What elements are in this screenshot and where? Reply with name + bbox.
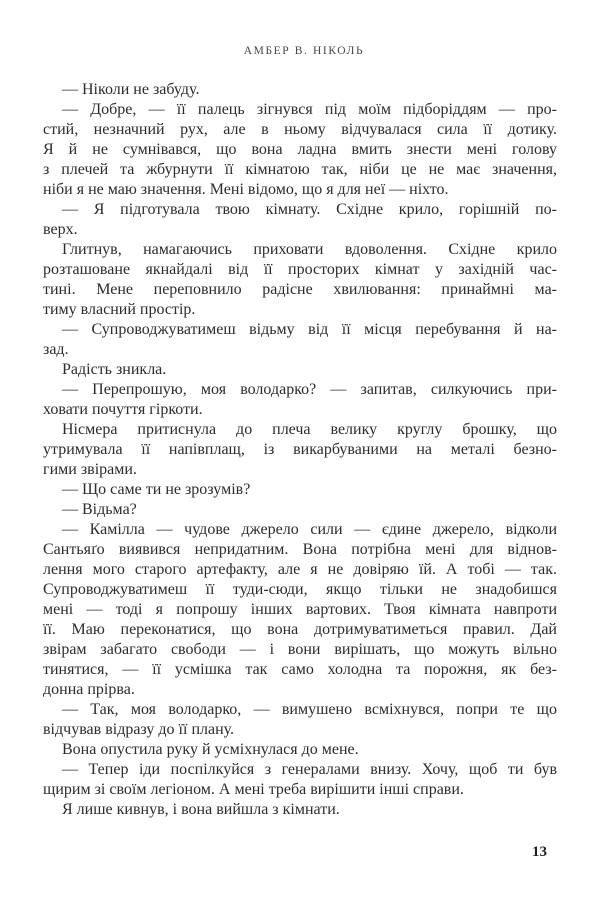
paragraph (43, 380, 557, 420)
page-body-text (43, 80, 557, 820)
paragraph (43, 80, 557, 100)
text-line: тинятися, — її усмішка так само холодна та порожня, як без- (43, 661, 557, 678)
text-line: розташоване якнайдалі від її просторих кімнат у західній час- (43, 261, 557, 278)
text-line: зад. (43, 341, 69, 358)
text-line: — Тепер іди поспілкуйся з генералами внизу. Хочу, щоб ти був (62, 761, 557, 778)
text-line: відчував відразу до її плану. (43, 721, 235, 738)
paragraph (43, 520, 557, 700)
text-line: Нісмера притиснула до плеча велику круглу брошку, що (62, 421, 557, 438)
text-line: — Добре, — її палець зігнувся під моїм підборіддям — про- (62, 101, 557, 118)
page-number: 13 (532, 844, 547, 860)
text-line: Я й не сумнівався, що вона ладна вмить знести мені голову (43, 141, 557, 158)
text-line: утримувала її напівплащ, із викарбуваними на металі безно- (43, 441, 557, 458)
text-line: — Ніколи не забуду. (62, 81, 200, 98)
text-line: ховати почуття гіркоти. (43, 401, 203, 418)
text-line: Сантьяґо виявився непридатним. Вона потрібна мені для віднов- (43, 541, 557, 558)
text-line: Я лише кивнув, і вона вийшла з кімнати. (62, 801, 340, 818)
paragraph (43, 360, 557, 380)
text-line: гими звірами. (43, 461, 137, 478)
text-line: донна прірва. (43, 681, 135, 698)
paragraph (43, 240, 557, 320)
text-line: — Камілла — чудове джерело сили — єдине джерело, відколи (62, 521, 557, 538)
paragraph (43, 480, 557, 500)
paragraph (43, 420, 557, 480)
text-line: Супроводжуватимеш її туди-сюди, якщо тільки не знадобишся (43, 581, 557, 598)
text-line: стий, незначний рух, але в ньому відчувалася сила її дотику. (43, 121, 557, 138)
text-line: мені — тоді я попрошу інших вартових. Твоя кімната навпроти (43, 601, 557, 618)
text-line: — Супроводжуватимеш відьму від її місця перебування й на- (62, 321, 557, 338)
text-line: — Я підготувала твою кімнату. Східне крило, горішній по- (62, 201, 557, 218)
paragraph (43, 200, 557, 240)
text-line: — Що саме ти не зрозумів? (62, 481, 251, 498)
paragraph (43, 800, 557, 820)
text-line: — Відьма? (62, 501, 137, 518)
text-line: верх. (43, 221, 78, 238)
paragraph (43, 760, 557, 800)
text-line: — Перепрошую, моя володарко? — запитав, силкуючись при- (62, 381, 557, 398)
paragraph (43, 740, 557, 760)
text-line: звірам забагато свободи — і вони вирішать, що можуть вільно (43, 641, 557, 658)
paragraph (43, 100, 557, 200)
text-line: з плечей та жбурнути її кімнатою так, ніби це не має значення, (43, 161, 557, 178)
text-line: Радість зникла. (62, 361, 167, 378)
text-line: Вона опустила руку й усміхнулася до мене. (62, 741, 359, 758)
paragraph (43, 500, 557, 520)
text-line: тиму власний простір. (43, 301, 196, 318)
text-line: — Так, моя володарко, — вимушено всміхнувся, попри те що (62, 701, 557, 718)
text-line: щирим зі своїм легіоном. А мені треба вирішити інші справи. (43, 781, 464, 798)
paragraph (43, 700, 557, 740)
text-line: тині. Мене переповнило радісне хвилювання: принаймні ма- (43, 281, 557, 298)
text-line: лення мого старого артефакту, але я не довіряю їй. А тобі — так. (43, 561, 557, 578)
running-header: АМБЕР В. НІКОЛЬ (243, 45, 365, 57)
text-line: Глитнув, намагаючись приховати вдоволення. Східне крило (62, 241, 557, 258)
paragraph (43, 320, 557, 360)
text-line: її. Маю переконатися, що вона дотримуватиметься правил. Дай (43, 621, 557, 638)
text-line: ніби я не маю значення. Мені відомо, що я для неї — ніхто. (43, 181, 449, 198)
